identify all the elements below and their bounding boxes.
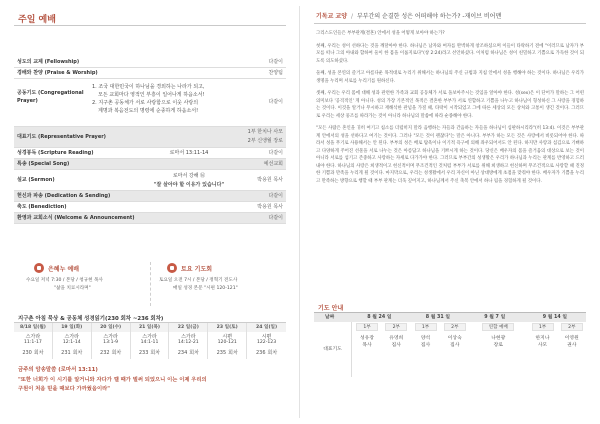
reading-date: 24 일(일): [247, 323, 286, 332]
reading-date: 22 일(금): [169, 323, 207, 332]
prayer-icon: [167, 263, 177, 273]
order-row: [14, 159, 286, 170]
order-leader: 박용원 목사: [257, 177, 283, 183]
article-paragraph: 둘째, 성을 본연의 즐거고 아름다운 목적대로 누리기 위해서는 하나님의 주신 규범과 지침 안에서 성을 행해야 하는 것이다. 하나님은 우리가 생명을 누리며 서로를 누리기를 원하신다.: [316, 71, 584, 84]
prayer-part: 2부: [444, 323, 466, 331]
order-row: [14, 148, 286, 159]
toyo-title: 토요 기도회: [181, 266, 213, 273]
order-leaders: [248, 128, 283, 146]
leader-name: 한지나: [535, 336, 550, 341]
reading-number: [208, 349, 246, 357]
article-paragraph: 셋째, 우리는 우리 몸에 대해 성과 관련한 가족과 교회 공동체가 서로 돌보아주시는 것임을 알아야 한다. 성(sex)은 이 단어가 말하는 그 어떤 의미보다 '공격적인' 게 아니다. 성의 가장 기본적인 목적은 결혼한 부부가 서로 연합하고 기쁨을 나누고 하나님이 형성하신 그 사랑을 경험하는 것이다. 이것을 알거나 무시하고 재해석한 관념을 가질 때, 타락이 시작되었고 그에 따른 세상의 모든 상처와 고통이 생긴 것이다. 그러므로 우리는 세상 풍조를 따라가는 것이 아니라 하나님의 말씀에 따라 순종해야 한다.: [316, 91, 584, 119]
reading-day: [14, 323, 53, 359]
reading-book: 스가라: [103, 334, 118, 340]
leader-title: 집사: [420, 343, 431, 348]
reading-book: 시편: [261, 334, 272, 340]
order-label: 성경봉독 (Scripture Reading): [17, 150, 94, 156]
session-number: 232: [100, 350, 110, 356]
worship-order: [14, 57, 286, 224]
order-row: [14, 127, 286, 148]
reading-book: 스가라: [142, 334, 157, 340]
order-label: 설교 (Sermon): [17, 177, 55, 183]
leader-title: 목사: [362, 343, 372, 348]
prayer-leader: [532, 335, 554, 349]
reading-book: 시편: [222, 334, 233, 340]
reading-date: 23 일(토): [208, 323, 246, 332]
edu-separator: /: [351, 13, 354, 20]
session-unit: 회차: [33, 350, 44, 356]
order-leader: 다같이: [268, 215, 283, 221]
edu-article: [316, 30, 584, 190]
leader-name: 유영희: [389, 336, 404, 341]
right-page: [300, 0, 600, 424]
prayer-line: 2. 지구촌 공동체가 서로 사랑함으로 이웃 사랑의: [92, 100, 199, 106]
session-unit: 회차: [72, 350, 83, 356]
reading-number: [92, 349, 130, 357]
prayer-leader: [444, 335, 466, 349]
sermon-series: 로마서 강해 ⑯: [172, 173, 206, 179]
leader-name: 나현광: [491, 336, 506, 341]
edu-title: 기독교 교양: [316, 13, 348, 20]
prayer-part: 1부: [532, 323, 554, 331]
info-boxes: [14, 262, 286, 308]
order-leader: 다같이: [268, 193, 283, 199]
leader-name: 양석: [420, 336, 431, 341]
order-row: [14, 191, 286, 202]
session-number: 231: [61, 350, 71, 356]
memory-line: 구원이 처음 믿을 때보다 가까웠음이라": [18, 385, 111, 392]
reading-book: 스가라: [25, 334, 41, 340]
prayer-week-date: 9 월 14 일: [542, 315, 568, 320]
reading-number: [14, 349, 52, 357]
prayer-part: 2부: [561, 323, 583, 331]
prayer-part: 1부: [415, 323, 437, 331]
session-number: 233: [138, 350, 149, 356]
order-leader: 다같이: [268, 59, 283, 65]
reading-chapter: 14:1-11: [140, 340, 159, 345]
reading-date: 8/18 일(월): [14, 323, 52, 332]
reading-day: [247, 323, 286, 359]
order-row: [14, 57, 286, 68]
session-number: 234: [177, 350, 188, 356]
prayer-leader: [487, 335, 509, 349]
reading-number: [131, 349, 169, 357]
prayer-leader: [356, 335, 378, 349]
order-row-congregational-prayer: [14, 79, 286, 127]
reading-schedule: [14, 322, 286, 356]
order-label: 공동기도 (Congregational Prayer): [17, 90, 84, 104]
leader-title: 권사: [567, 343, 577, 348]
prayer-title: 기도 안내: [318, 305, 344, 312]
reading-chapter: 14:12-21: [177, 340, 199, 345]
sermon-title: [134, 172, 244, 190]
order-leader: 찬양팀: [268, 70, 283, 76]
prayer-part: 2부: [385, 323, 407, 331]
reading-chapter: 12:1-14: [62, 340, 81, 345]
eunhye-info: 수요일 저녁 7:30 / 본당 / 청규현 목사: [26, 278, 103, 283]
toyo-text: 매일 성경 본문 "시편 120-121": [173, 286, 238, 291]
prayer-head-date: 날짜: [325, 315, 335, 320]
order-label: 환영과 교회소식 (Welcome & Announcement): [17, 215, 135, 221]
reading-chapter: 122-123: [256, 340, 277, 345]
prayer-week-date: 9 월 7 일: [484, 315, 506, 320]
sermon-subtitle: "잘 살아야 할 이유가 있습니다": [153, 182, 225, 188]
leader-title: 집사: [391, 343, 401, 348]
order-label: 축도 (Benediction): [17, 204, 67, 210]
eunhye-theme: "삶을 치료시라며": [54, 286, 91, 291]
session-unit: 회차: [111, 350, 122, 356]
order-row: [14, 202, 286, 213]
prayer-leader: [385, 335, 407, 349]
reading-number: [169, 349, 207, 357]
title-rule: [14, 25, 286, 26]
article-paragraph: 그리스도인들은 부부관계(결혼) 안에서 성을 어떻게 보아야 하는가?: [316, 31, 445, 36]
reading-day: [131, 323, 170, 359]
order-leader: 다같이: [268, 99, 283, 105]
reading-date: 20 일(수): [92, 323, 130, 332]
leader-title: 장로: [493, 343, 503, 348]
session-unit: 회차: [150, 350, 161, 356]
toyo-info: 토요일 오전 7시 / 본당 / 정혁기 전도사: [159, 278, 238, 283]
eunhye-title: 은혜누 예배: [48, 266, 80, 273]
reading-chapter: 120-121: [217, 340, 237, 345]
reading-day: [92, 323, 131, 359]
reading-book: 스가라: [181, 334, 196, 340]
order-row-sermon: [14, 170, 286, 191]
prayer-header-row: [314, 313, 586, 322]
order-label: 대표기도 (Representative Prayer): [17, 134, 106, 140]
order-label: 성도의 교제 (Fellowship): [17, 59, 80, 65]
reading-day: [208, 323, 247, 359]
prayer-row-label: 대표기도: [314, 322, 352, 377]
reading-chapter: 11:1-17: [24, 340, 42, 345]
prayer-part: 연합 예배: [482, 323, 514, 331]
memory-line: "또한 너희가 이 시기를 알거니와 자다가 깰 때가 벌써 되었으니 이는 이제 우리의: [18, 377, 207, 383]
edu-subtitle: 부부간의 순결한 성은 어떠해야 하는가? -재이브 비어맨: [356, 13, 502, 20]
session-unit: 회차: [189, 350, 199, 356]
leader-line: 1부 한치나 사모: [247, 129, 283, 135]
reading-day: [53, 323, 92, 359]
session-unit: 회차: [228, 350, 238, 356]
reading-chapter: 13:1-9: [103, 340, 119, 345]
leader-title: 사모: [537, 343, 548, 348]
memory-verse-text: [18, 376, 286, 393]
order-row: [14, 213, 286, 224]
prayer-week-date: 8 월 24 일: [367, 315, 392, 320]
reading-book: 스가라: [64, 334, 80, 340]
order-leader: 예선교회: [263, 161, 283, 167]
leader-name: 이영원: [564, 336, 579, 341]
prayer-schedule: [314, 312, 586, 376]
scripture-ref: 로마서 13:11-14: [169, 150, 209, 156]
order-label: 경배와 찬양 (Praise & Worship): [17, 70, 98, 76]
leader-name: 이상숙: [447, 336, 462, 341]
prayer-points: [92, 83, 257, 115]
leader-line: 2부 신앵월 장로: [247, 138, 283, 144]
reading-date: 21 일(목): [131, 323, 169, 332]
session-number: 235: [216, 350, 227, 356]
leader-name: 성유장: [360, 336, 374, 341]
prayer-part: 1부: [356, 323, 378, 331]
reading-number: [53, 349, 91, 357]
prayer-leader: [415, 335, 437, 349]
title-rule: [314, 23, 586, 24]
order-leader: 다같이: [268, 150, 283, 156]
prayer-line: 1. 조국 대한민국이 하나님을 경외하는 나라가 되고,: [92, 84, 205, 90]
order-leader: 박용원 목사: [257, 204, 283, 210]
prayer-week-date: 8 월 31 일: [425, 315, 451, 320]
session-number: 236: [255, 350, 266, 356]
prayer-leader: [561, 335, 583, 349]
worship-icon: [34, 263, 44, 273]
edu-header: [316, 12, 586, 21]
article-paragraph: "모든 사람은 혼인을 귀히 여기고 침소를 더럽히지 말라 음행하는 자들과 간음하는 자들을 하나님이 심판하시리라"(히 13:4). 이것은 부부관계 안에서의 성을 선하다고 여기는 것이다. 그러나 "모든 것이 괜찮다"는 말은 아니다. 부부가 하는 모든 것은 사랑에서 비롯되어야 한다. 따라서 성을 무기로 사용해서는 안 된다. 부부의 성은 배로 탐욕이나 이기적 욕구에 의해 좌우되어서도 안 된다. 하지만 사랑과 섬김으로 기뻐하고 다양하게 주어진 선물을 서로 나누는 것은 아름답고 하나님을 기쁘시게 하는 것이다. 당신은 배우자의 몸을 즐거움의 대상으로 보는 것이 아니라 서로를 섬기고 존중하고 사랑하는 자세로 다가가야 한다. 그러므로 부부간의 성생활은 우리가 하나님과 누리는 관계를 반영하고 드러내야 한다. 하나님의 사랑은 희생적이고 헌신적이며 무조건적인 것처럼 부부가 서로를 위해 희생하고 헌신하며 무조건적으로 사랑할 때 진정한 기쁨과 만족을 누리게 될 것이다. 마지막으로, 우리는 성생활에서 우리 자신이 아닌 상대방에게 초점을 맞춰야 한다. 배우자가 기쁨을 누리고 만족하는 방향으로 행할 때 부부 관계는 더욱 깊어지고, 하나님께서 주신 축복 안에서 하나 됨을 경험하게 될 것이다.: [316, 126, 584, 184]
order-row: [14, 68, 286, 79]
session-unit: 회차: [267, 350, 278, 356]
eunhye-worship-box: [14, 262, 146, 306]
reading-date: 19 일(화): [53, 323, 91, 332]
saturday-prayer-box: [150, 262, 286, 306]
reading-day: [169, 323, 208, 359]
memory-verse-title: 금주의 암송말씀 (로마서 13:11): [18, 367, 98, 373]
article-paragraph: 첫째, 우리는 성이 선하다는 것을 깨달아야 한다. 하나님은 남자와 여자를 완벽하게 창조하셨으며 이들이 타락하기 전에 "이러므로 남자가 부모를 떠나 그의 아내와 합하여 둘이 한 몸을 이룰지로다"(창 2:24)라고 선언하셨다. 이처럼 하나님은 성이 친밀하고 기쁨으로 가득한 것이 되도록 의도하셨다.: [316, 43, 584, 64]
session-number: 230: [22, 350, 32, 356]
prayer-line: 모든 교회마다 영적인 부흥이 일어나게 하옵소서!: [98, 92, 205, 98]
order-label: 헌신과 파송 (Dedication & Sending): [17, 193, 111, 199]
reading-title: 지구촌 아침 묵상 & 공동체 성경읽기(230 회차 ~236 회차): [18, 316, 164, 322]
leader-title: 집사: [450, 343, 460, 348]
order-label: 특송 (Special Song): [17, 161, 70, 167]
reading-number: [247, 349, 286, 357]
worship-title: 주일 예배: [18, 15, 56, 25]
prayer-line: 계명과 복음전도의 명령에 순종하게 하옵소서!: [98, 108, 199, 114]
